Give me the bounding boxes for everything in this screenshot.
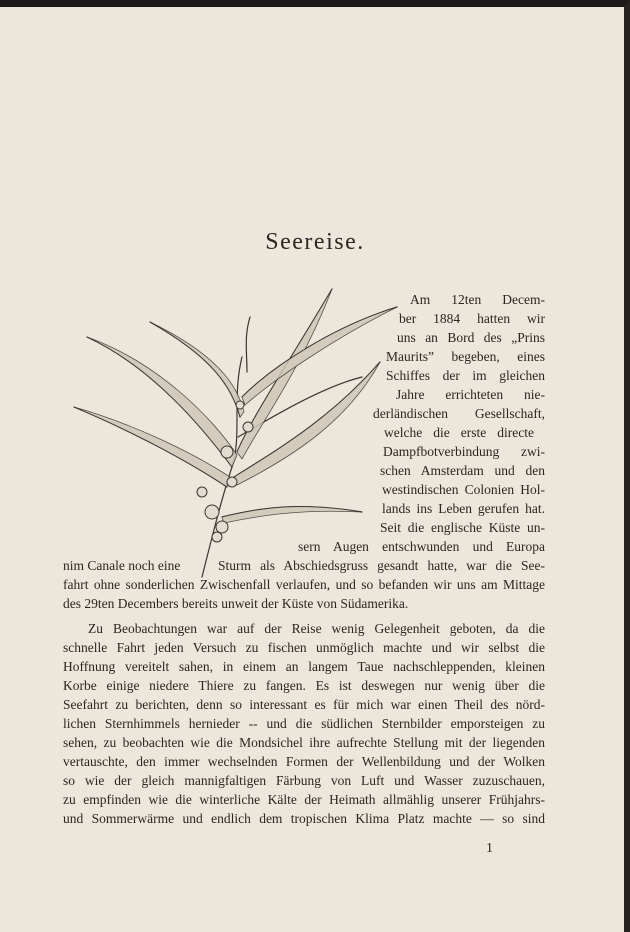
text-line: Korbe einige niedere Thiere zu fangen. Es ist deswegen nur wenig über die	[63, 678, 545, 693]
text-line: des 29ten Decembers bereits unweit der Küste von Südamerika.	[63, 596, 409, 611]
text-line: und Sommerwärme und endlich dem tropischen Klima Platz machte — so sind	[63, 811, 545, 826]
page-title: Seereise.	[265, 229, 365, 255]
text-line: Seefahrt zu berichten, denn so interessant es für mich war einen Theil des nörd-	[63, 697, 545, 712]
text-line: Schiffes der im gleichen	[386, 368, 545, 383]
text-line: uns an Bord des „Prins	[397, 330, 545, 345]
text-line: Zu Beobachtungen war auf der Reise wenig Gelegenheit geboten, da die	[88, 621, 545, 636]
text-line: Maurits” begeben, eines	[386, 349, 545, 364]
text-line: sehen, zu beobachten wie die Mondsichel ihre aufrechte Stellung mit der liegenden	[63, 735, 545, 750]
text-line: westindischen Colonien Hol-	[382, 482, 545, 497]
text-line: so wie der gleich mannigfaltigen Färbung von Luft und Wasser zuzuschauen,	[63, 773, 545, 788]
text-line: derländischen Gesellschaft,	[373, 406, 545, 421]
text-line: Am 12ten Decem-	[410, 292, 545, 307]
text-line: Hoffnung vereitelt sahen, in einem an langem Taue nachschleppenden, kleinen	[63, 659, 545, 674]
text-line: Dampfbotverbindung zwi-	[383, 444, 545, 459]
text-line: fahrt ohne sonderlichen Zwischenfall verlaufen, und so befanden wir uns am Mittage	[63, 577, 545, 592]
text-line: Sturm als Abschiedsgruss gesandt hatte, war die See-	[218, 558, 545, 573]
page-number: 1	[486, 841, 493, 856]
text-line: Seit die englische Küste un-	[380, 520, 545, 535]
text-line: lichen Sternhimmels hernieder -- und die südlichen Sternbilder emporsteigen zu	[63, 716, 545, 731]
text-line: vertauschte, den immer wechselnden Formen der Wellenbildung und der Wolken	[63, 754, 545, 769]
text-line: ber 1884 hatten wir	[399, 311, 545, 326]
text-line: schen Amsterdam und den	[380, 463, 545, 478]
text-line: zu empfinden wie die winterliche Kälte der Heimath allmählig unserer Frühjahrs-	[63, 792, 545, 807]
text-line: Jahre errichteten nie-	[396, 387, 545, 402]
text-line: schnelle Fahrt jeden Versuch zu fischen unmöglich machte und wir selbst die	[63, 640, 545, 655]
text-line: nim Canale noch eine	[63, 558, 181, 573]
text-line: sern Augen entschwunden und Europa	[298, 539, 545, 554]
text-line: welche die erste directe	[384, 425, 534, 440]
text-line: lands ins Leben gerufen hat.	[382, 501, 545, 516]
